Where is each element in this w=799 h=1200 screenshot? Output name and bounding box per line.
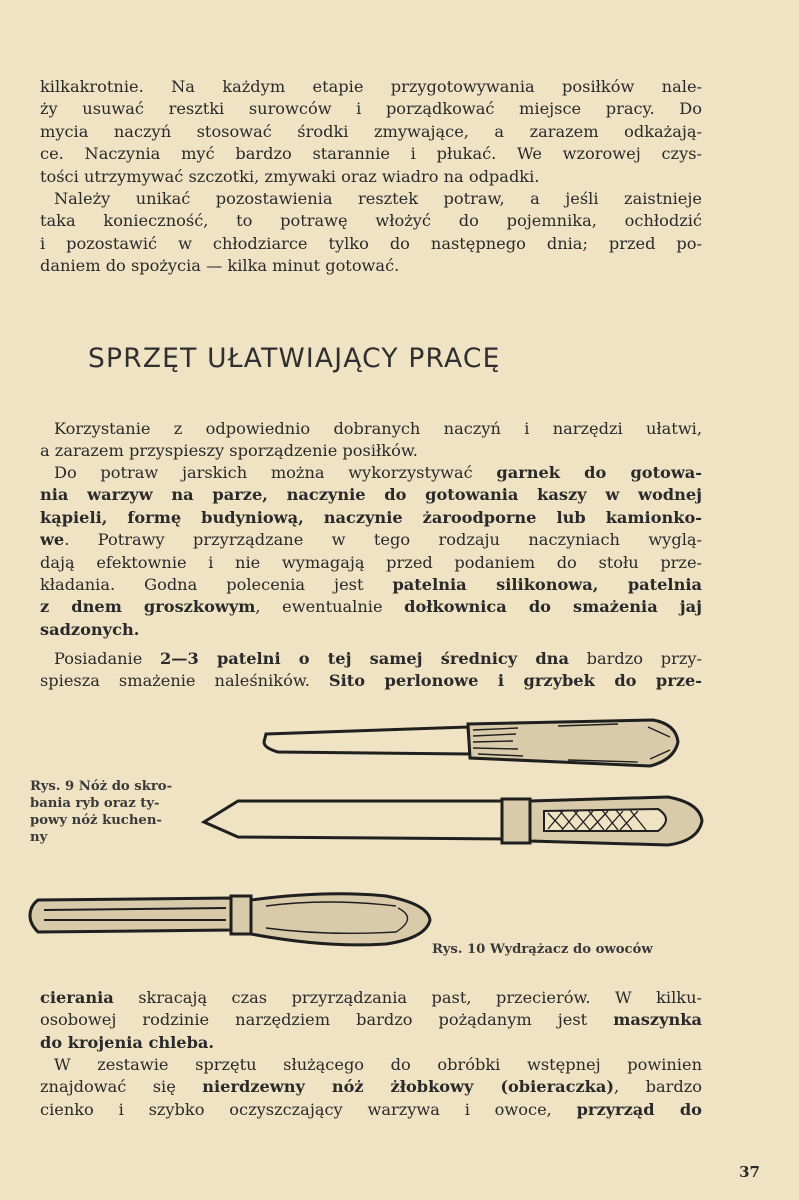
paragraph-intro bbox=[40, 418, 702, 463]
text-line: taka konieczność, to potrawę włożyć do pojemnika, ochłodzić bbox=[40, 211, 702, 231]
paragraph-leftovers bbox=[40, 188, 702, 278]
paragraph-utensils bbox=[40, 987, 702, 1054]
text-line: daniem do spożycia — kilka minut gotować. bbox=[40, 256, 400, 276]
text-line: a zarazem przyspieszy sporządzenie posiłków. bbox=[40, 441, 418, 461]
paragraph-prep-tools bbox=[40, 1054, 702, 1121]
text-line: Należy unikać pozostawienia resztek potraw, a jeśli zaistnieje bbox=[54, 189, 702, 208]
kitchen-knife-illustration bbox=[198, 793, 708, 851]
section-heading: SPRZĘT UŁATWIAJĄCY PRACĘ bbox=[88, 343, 501, 374]
text-line: Posiadanie 2—3 patelni o tej samej średnicy dna bardzo przy- bbox=[54, 649, 702, 668]
text-line: znajdować się nierdzewny nóż żłobkowy (obieraczka), bardzo bbox=[40, 1077, 702, 1097]
fruit-corer-illustration bbox=[26, 886, 434, 950]
text-line: dają efektownie i nie wymagają przed podaniem do stołu prze- bbox=[40, 552, 702, 572]
text-line: osobowej rodzinie narzędziem bardzo pożądanym jest maszynka bbox=[40, 1010, 702, 1030]
fish-scaling-knife-illustration bbox=[258, 712, 683, 772]
text-line: we. Potrawy przyrządzane w tego rodzaju naczyniach wyglą- bbox=[40, 530, 702, 550]
figure-10-caption: Rys. 10 Wydrążacz do owoców bbox=[432, 942, 653, 957]
text-line: W zestawie sprzętu służącego do obróbki wstępnej powinien bbox=[54, 1055, 702, 1074]
text-line: kąpieli, formę budyniową, naczynie żaroodporne lub kamionko- bbox=[40, 507, 702, 527]
text-line: i pozostawić w chłodziarce tylko do następnego dnia; przed po- bbox=[40, 233, 702, 253]
text-line: mycia naczyń stosować środki zmywające, a zarazem odkażają- bbox=[40, 121, 702, 141]
page-number: 37 bbox=[739, 1163, 760, 1181]
text-line: cienko i szybko oczyszczający warzywa i owoce, przyrząd do bbox=[40, 1099, 702, 1119]
text-line: tości utrzymywać szczotki, zmywaki oraz wiadro na odpadki. bbox=[40, 166, 540, 186]
paragraph-hygiene bbox=[40, 76, 702, 188]
text-line: kładania. Godna polecenia jest patelnia silikonowa, patelnia bbox=[40, 575, 702, 595]
text-line: do krojenia chleba. bbox=[40, 1032, 215, 1052]
paragraph-cookware bbox=[40, 462, 702, 641]
text-line: nia warzyw na parze, naczynie do gotowania kaszy w wodnej bbox=[40, 485, 702, 505]
text-line: cierania skracają czas przyrządzania past, przecierów. W kilku- bbox=[40, 988, 702, 1007]
text-line: spiesza smażenie naleśników. Sito perlonowe i grzybek do prze- bbox=[40, 671, 702, 691]
figure-9-caption: Rys. 9 Nóż do skro- bania ryb oraz ty- powy nóż kuchen- ny bbox=[30, 779, 173, 845]
text-line: Korzystanie z odpowiednio dobranych naczyń i narzędzi ułatwi, bbox=[54, 419, 702, 438]
text-line: ce. Naczynia myć bardzo starannie i płukać. We wzorowej czys- bbox=[40, 144, 702, 164]
text-line: z dnem groszkowym, ewentualnie dołkownica do smażenia jaj bbox=[40, 597, 702, 617]
text-line: kilkakrotnie. Na każdym etapie przygotowywania posiłków nale- bbox=[40, 77, 702, 96]
paragraph-pans bbox=[40, 648, 702, 693]
text-line: sadzonych. bbox=[40, 619, 140, 639]
text-line: Do potraw jarskich można wykorzystywać garnek do gotowa- bbox=[54, 463, 703, 482]
text-line: ży usuwać resztki surowców i porządkować miejsce pracy. Do bbox=[40, 99, 702, 119]
